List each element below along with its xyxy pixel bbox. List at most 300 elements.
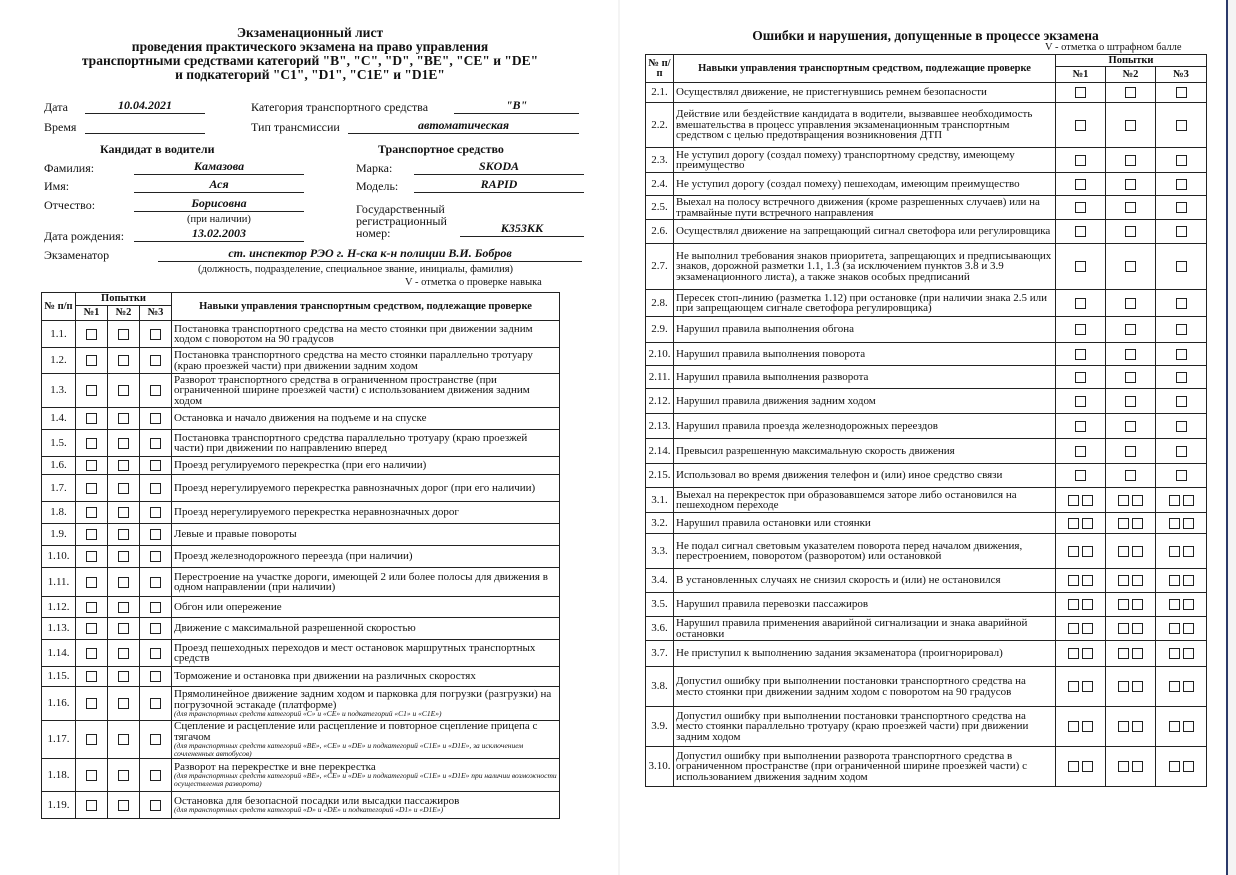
row-number: 1.18.: [42, 759, 76, 792]
attempt-2-cell: [1106, 534, 1156, 569]
patronymic-field[interactable]: Борисовна: [134, 197, 304, 212]
checkbox[interactable]: [118, 529, 129, 540]
transmission-field[interactable]: автоматическая: [348, 119, 579, 134]
error-text: Нарушил правила выполнения обгона: [674, 317, 1056, 343]
attempt-1-cell: [1056, 464, 1106, 488]
skill-text: Движение с максимальной разрешенной скоростью: [174, 622, 416, 635]
row-number: 1.4.: [42, 408, 76, 430]
checkbox[interactable]: [1075, 470, 1086, 481]
checkbox[interactable]: [150, 385, 161, 396]
table-row: [646, 389, 1207, 414]
attempt-1-cell: [1056, 173, 1106, 196]
table-row: [42, 374, 560, 408]
skills-check-rows: [42, 321, 560, 819]
checkbox[interactable]: [118, 577, 129, 588]
table-row: [42, 524, 560, 546]
checkbox[interactable]: [1125, 470, 1136, 481]
checkbox[interactable]: [86, 529, 97, 540]
checkbox[interactable]: [1068, 623, 1079, 634]
col-num-header: № п/п: [42, 293, 76, 321]
attempt-1-cell: [1056, 103, 1106, 148]
attempt-2-cell: [108, 408, 140, 430]
category-label: Категория транспортного средства: [251, 100, 429, 114]
error-text: Нарушил правила выполнения поворота: [674, 343, 1056, 366]
attempt-1-cell: [1056, 244, 1106, 290]
checkbox[interactable]: [1125, 261, 1136, 272]
checkbox[interactable]: [1068, 721, 1079, 732]
col-skills-header: Навыки управления транспортным средством, подлежащие проверке: [172, 293, 560, 321]
attempt-1-cell: [1056, 414, 1106, 439]
checkbox[interactable]: [86, 800, 97, 811]
checkbox[interactable]: [1118, 495, 1129, 506]
skill-text: Проезд нерегулируемого перекрестка равнозначных дорог (при его наличии): [174, 481, 536, 494]
checkbox[interactable]: [118, 438, 129, 449]
checkbox[interactable]: [86, 648, 97, 659]
attempt-2-cell: [108, 618, 140, 640]
checkbox[interactable]: [1068, 599, 1079, 610]
skill-cell: [172, 374, 560, 408]
checkbox[interactable]: [1176, 226, 1187, 237]
checkbox[interactable]: [1082, 721, 1093, 732]
checkbox[interactable]: [150, 800, 161, 811]
attempt-1-cell: [1056, 196, 1106, 220]
checkbox[interactable]: [1169, 599, 1180, 610]
checkbox[interactable]: [1068, 518, 1079, 529]
attempt-1-cell: [76, 457, 108, 475]
checkbox[interactable]: [1132, 623, 1143, 634]
title-line: и подкатегорий "C1", "D1", "C1E" и "D1E": [175, 67, 445, 82]
row-number: 1.14.: [42, 640, 76, 667]
checkbox[interactable]: [86, 460, 97, 471]
row-number: 3.5.: [646, 593, 674, 617]
table-row: [42, 792, 560, 819]
row-number: 1.9.: [42, 524, 76, 546]
skill-cell: [172, 408, 560, 430]
checkbox[interactable]: [1125, 202, 1136, 213]
checkbox[interactable]: [1169, 648, 1180, 659]
checkbox[interactable]: [1125, 396, 1136, 407]
checkbox[interactable]: [1183, 681, 1194, 692]
checkbox[interactable]: [86, 602, 97, 613]
checkbox[interactable]: [1075, 396, 1086, 407]
checkbox[interactable]: [1125, 155, 1136, 166]
attempt-3-cell: [140, 475, 172, 502]
table-row: [646, 83, 1207, 103]
checkbox[interactable]: [86, 698, 97, 709]
attempt-3-cell: [140, 618, 172, 640]
patronymic-label: Отчество:: [44, 198, 96, 212]
checkbox[interactable]: [118, 648, 129, 659]
checkbox[interactable]: [150, 648, 161, 659]
checkbox[interactable]: [1183, 495, 1194, 506]
checkbox[interactable]: [1169, 546, 1180, 557]
skill-text: Проезд железнодорожного переезда (при наличии): [174, 550, 413, 563]
checkbox[interactable]: [1082, 648, 1093, 659]
checkbox[interactable]: [1068, 648, 1079, 659]
time-field[interactable]: [85, 119, 205, 134]
checkbox[interactable]: [1132, 575, 1143, 586]
error-text: Нарушил правила применения аварийной сигнализации и знака аварийной остановки: [674, 617, 1056, 641]
checkbox[interactable]: [1132, 599, 1143, 610]
checkbox[interactable]: [1068, 681, 1079, 692]
checkbox[interactable]: [1132, 495, 1143, 506]
checkbox[interactable]: [1183, 721, 1194, 732]
attempt-1-cell: [76, 374, 108, 408]
attempt-1-cell: [1056, 747, 1106, 787]
attempt-2-cell: [108, 457, 140, 475]
checkbox[interactable]: [86, 734, 97, 745]
checkbox[interactable]: [1082, 575, 1093, 586]
checkbox[interactable]: [1132, 681, 1143, 692]
checkbox[interactable]: [1176, 202, 1187, 213]
checkbox[interactable]: [150, 623, 161, 634]
checkbox[interactable]: [86, 329, 97, 340]
checkbox[interactable]: [118, 770, 129, 781]
attempt-3-cell: [1156, 439, 1207, 464]
attempt-2-cell: [1106, 244, 1156, 290]
attempt-3-cell: [140, 524, 172, 546]
checkbox[interactable]: [118, 355, 129, 366]
checkbox[interactable]: [1176, 396, 1187, 407]
error-text: Превысил разрешенную максимальную скорость движения: [674, 439, 1056, 464]
row-number: 3.10.: [646, 747, 674, 787]
checkbox[interactable]: [1183, 623, 1194, 634]
skill-cell: [172, 687, 560, 721]
date-field[interactable]: 10.04.2021: [85, 99, 205, 114]
checkbox[interactable]: [150, 671, 161, 682]
checkbox[interactable]: [86, 385, 97, 396]
checkbox[interactable]: [1075, 261, 1086, 272]
checkbox[interactable]: [1082, 623, 1093, 634]
checkbox[interactable]: [1075, 87, 1086, 98]
checkbox[interactable]: [1075, 324, 1086, 335]
checkbox[interactable]: [1125, 120, 1136, 131]
checkbox[interactable]: [1176, 87, 1187, 98]
table-row: [42, 597, 560, 618]
col-num-header: № п/п: [646, 55, 674, 83]
checkbox[interactable]: [118, 800, 129, 811]
model-field[interactable]: RAPID: [414, 178, 584, 193]
checkbox[interactable]: [1075, 446, 1086, 457]
checkbox[interactable]: [1176, 155, 1187, 166]
checkbox[interactable]: [118, 385, 129, 396]
checkbox[interactable]: [150, 483, 161, 494]
regnum-field[interactable]: К353КК: [460, 222, 584, 237]
checkbox[interactable]: [1068, 761, 1079, 772]
checkbox[interactable]: [1169, 623, 1180, 634]
checkbox[interactable]: [1118, 648, 1129, 659]
error-text: Выехал на перекресток при образовавшемся заторе либо остановился на пешеходном переходе: [674, 488, 1056, 513]
checkbox[interactable]: [1176, 446, 1187, 457]
skill-text: Обгон или опережение: [174, 600, 282, 613]
col-attempt-3-header: №3: [140, 306, 172, 321]
checkbox[interactable]: [86, 413, 97, 424]
checkbox[interactable]: [1082, 518, 1093, 529]
row-number: 2.15.: [646, 464, 674, 488]
checkbox[interactable]: [1169, 761, 1180, 772]
title-line: Экзаменационный лист: [236, 25, 384, 40]
error-text: Осуществлял движение, не пристегнувшись ремнем безопасности: [674, 83, 1056, 103]
brand-label: Марка:: [356, 161, 393, 175]
attempt-3-cell: [140, 348, 172, 374]
skill-text: Постановка транспортного средства на место стоянки параллельно тротуару (краю проезжей части) при движении задним ходом: [174, 349, 533, 372]
checkbox[interactable]: [1169, 495, 1180, 506]
skill-text: Постановка транспортного средства параллельно тротуару (краю проезжей части) при движении по направлению вперед: [174, 431, 528, 454]
row-number: 1.7.: [42, 475, 76, 502]
checkbox[interactable]: [86, 671, 97, 682]
attempt-3-cell: [1156, 103, 1207, 148]
skills-check-table: [41, 292, 560, 819]
checkbox[interactable]: [1082, 546, 1093, 557]
checkbox[interactable]: [1183, 761, 1194, 772]
row-number: 2.6.: [646, 220, 674, 244]
checkbox[interactable]: [1176, 324, 1187, 335]
checkbox[interactable]: [1132, 721, 1143, 732]
examiner-field[interactable]: ст. инспектор РЭО г. Н-ска к-н полиции В.И. Бобров: [158, 247, 582, 262]
attempt-2-cell: [1106, 464, 1156, 488]
attempt-1-cell: [1056, 317, 1106, 343]
checkbox[interactable]: [118, 602, 129, 613]
dob-field[interactable]: 13.02.2003: [134, 227, 304, 242]
checkbox[interactable]: [86, 551, 97, 562]
checkbox[interactable]: [118, 483, 129, 494]
checkbox[interactable]: [1169, 575, 1180, 586]
checkbox[interactable]: [86, 438, 97, 449]
attempt-3-cell: [1156, 593, 1207, 617]
checkbox[interactable]: [1082, 495, 1093, 506]
attempt-1-cell: [1056, 641, 1106, 667]
checkbox[interactable]: [1125, 446, 1136, 457]
checkbox[interactable]: [1176, 349, 1187, 360]
attempt-3-cell: [140, 687, 172, 721]
attempt-3-cell: [140, 546, 172, 568]
checkbox[interactable]: [150, 507, 161, 518]
checkbox[interactable]: [1118, 681, 1129, 692]
checkbox[interactable]: [86, 623, 97, 634]
attempt-2-cell: [1106, 220, 1156, 244]
error-text: Допустил ошибку при выполнении разворота транспортного средства в ограниченном пространстве (при ограниченной ширине проезжей части) с использованием движения задним ходом: [674, 747, 1056, 787]
checkbox[interactable]: [1169, 721, 1180, 732]
date-label: Дата: [44, 100, 68, 114]
checkbox[interactable]: [1075, 349, 1086, 360]
col-attempt-1-header: №1: [76, 306, 108, 321]
checkbox[interactable]: [86, 507, 97, 518]
attempt-1-cell: [1056, 290, 1106, 317]
checkbox[interactable]: [1068, 495, 1079, 506]
checkbox[interactable]: [1118, 761, 1129, 772]
checkbox[interactable]: [1125, 349, 1136, 360]
row-number: 2.1.: [646, 83, 674, 103]
right-title: Ошибки и нарушения, допущенные в процессе экзамена: [752, 28, 1099, 43]
checkbox[interactable]: [1183, 599, 1194, 610]
row-number: 1.15.: [42, 667, 76, 687]
row-number: 2.4.: [646, 173, 674, 196]
attempt-3-cell: [1156, 290, 1207, 317]
attempt-2-cell: [108, 667, 140, 687]
checkbox[interactable]: [118, 413, 129, 424]
checkbox[interactable]: [1118, 599, 1129, 610]
checkbox[interactable]: [1169, 681, 1180, 692]
examiner-label: Экзаменатор: [44, 248, 110, 262]
attempt-2-cell: [108, 759, 140, 792]
checkbox[interactable]: [1125, 421, 1136, 432]
name-field[interactable]: Ася: [134, 178, 304, 193]
check-note: V - отметка о проверке навыка: [405, 277, 542, 288]
checkbox[interactable]: [150, 355, 161, 366]
checkbox[interactable]: [1125, 372, 1136, 383]
checkbox[interactable]: [86, 483, 97, 494]
checkbox[interactable]: [1082, 681, 1093, 692]
attempt-1-cell: [76, 321, 108, 348]
row-number: 1.10.: [42, 546, 76, 568]
row-number: 2.11.: [646, 366, 674, 389]
attempt-3-cell: [1156, 667, 1207, 707]
attempt-3-cell: [1156, 317, 1207, 343]
attempt-1-cell: [76, 792, 108, 819]
checkbox[interactable]: [1075, 120, 1086, 131]
skill-text: Проезд пешеходных переходов и мест остановок маршрутных транспортных средств: [174, 641, 536, 664]
checkbox[interactable]: [1176, 298, 1187, 309]
checkbox[interactable]: [1075, 372, 1086, 383]
checkbox[interactable]: [1132, 648, 1143, 659]
attempt-1-cell: [76, 408, 108, 430]
checkbox[interactable]: [150, 413, 161, 424]
checkbox[interactable]: [1176, 120, 1187, 131]
attempt-2-cell: [1106, 83, 1156, 103]
table-row: [42, 759, 560, 792]
checkbox[interactable]: [118, 507, 129, 518]
checkbox[interactable]: [150, 577, 161, 588]
checkbox[interactable]: [1125, 324, 1136, 335]
checkbox[interactable]: [118, 551, 129, 562]
checkbox[interactable]: [1183, 648, 1194, 659]
table-row: [42, 502, 560, 524]
checkbox[interactable]: [1075, 179, 1086, 190]
attempt-1-cell: [76, 348, 108, 374]
table-row: [646, 290, 1207, 317]
attempt-2-cell: [108, 475, 140, 502]
attempt-2-cell: [108, 640, 140, 667]
checkbox[interactable]: [150, 770, 161, 781]
time-label: Время: [44, 120, 77, 134]
checkbox[interactable]: [1075, 226, 1086, 237]
checkbox[interactable]: [1176, 261, 1187, 272]
skill-cell: [172, 546, 560, 568]
brand-field[interactable]: SKODA: [414, 160, 584, 175]
table-row: [42, 568, 560, 597]
checkbox[interactable]: [150, 734, 161, 745]
attempt-1-cell: [1056, 389, 1106, 414]
row-number: 1.8.: [42, 502, 76, 524]
error-text: Допустил ошибку при выполнении постановки транспортного средства на место стоянки параллельно тротуару (краю проезжей части) при движении задним ходом: [674, 707, 1056, 747]
checkbox[interactable]: [118, 734, 129, 745]
checkbox[interactable]: [150, 460, 161, 471]
checkbox[interactable]: [1075, 298, 1086, 309]
checkbox[interactable]: [150, 602, 161, 613]
error-text: Нарушил правила перевозки пассажиров: [674, 593, 1056, 617]
skill-cell: [172, 792, 560, 819]
attempt-3-cell: [1156, 414, 1207, 439]
checkbox[interactable]: [150, 438, 161, 449]
skill-text: Проезд нерегулируемого перекрестка неравнозначных дорог: [174, 506, 459, 519]
checkbox[interactable]: [1132, 518, 1143, 529]
vehicle-heading: Транспортное средство: [378, 142, 504, 156]
checkbox[interactable]: [118, 698, 129, 709]
table-row: [42, 687, 560, 721]
attempt-3-cell: [140, 321, 172, 348]
checkbox[interactable]: [150, 551, 161, 562]
checkbox[interactable]: [1075, 155, 1086, 166]
checkbox[interactable]: [86, 577, 97, 588]
checkbox[interactable]: [1125, 179, 1136, 190]
checkbox[interactable]: [118, 671, 129, 682]
checkbox[interactable]: [1132, 546, 1143, 557]
table-row: [646, 488, 1207, 513]
checkbox[interactable]: [1068, 575, 1079, 586]
surname-field[interactable]: Камазова: [134, 160, 304, 175]
checkbox[interactable]: [1082, 761, 1093, 772]
checkbox[interactable]: [1075, 421, 1086, 432]
row-number: 1.6.: [42, 457, 76, 475]
checkbox[interactable]: [118, 460, 129, 471]
row-number: 1.3.: [42, 374, 76, 408]
error-text: Нарушил правила выполнения разворота: [674, 366, 1056, 389]
checkbox[interactable]: [1082, 599, 1093, 610]
checkbox[interactable]: [150, 698, 161, 709]
checkbox[interactable]: [118, 623, 129, 634]
checkbox[interactable]: [150, 529, 161, 540]
row-number: 2.8.: [646, 290, 674, 317]
checkbox[interactable]: [1068, 546, 1079, 557]
checkbox[interactable]: [1125, 87, 1136, 98]
category-field[interactable]: "B": [454, 99, 579, 114]
checkbox[interactable]: [86, 770, 97, 781]
checkbox[interactable]: [1183, 575, 1194, 586]
row-number: 3.3.: [646, 534, 674, 569]
checkbox[interactable]: [1169, 518, 1180, 529]
col-attempt-2-header: №2: [1106, 67, 1156, 83]
checkbox[interactable]: [1118, 575, 1129, 586]
checkbox[interactable]: [1118, 518, 1129, 529]
title-line: проведения практического экзамена на право управления: [131, 39, 489, 54]
checkbox[interactable]: [1176, 470, 1187, 481]
error-text: Не уступил дорогу (создал помеху) транспортному средству, имеющему преимущество: [674, 148, 1056, 173]
checkbox[interactable]: [150, 329, 161, 340]
checkbox[interactable]: [1183, 546, 1194, 557]
skill-note: (для транспортных средств категорий «C» и «CE» и подкатегорий «C1» и «C1E»): [174, 709, 442, 718]
checkbox[interactable]: [1118, 721, 1129, 732]
checkbox[interactable]: [1183, 518, 1194, 529]
error-text: Осуществлял движение на запрещающий сигнал светофора или регулировщика: [674, 220, 1056, 244]
skill-note: (для транспортных средств категорий «BE», «CE» и «DE» и подкатегорий «C1E» и «D1E», за исключением сочлененных автобусов): [174, 741, 524, 758]
checkbox[interactable]: [1125, 226, 1136, 237]
checkbox[interactable]: [1118, 546, 1129, 557]
checkbox[interactable]: [1132, 761, 1143, 772]
table-row: [646, 747, 1207, 787]
checkbox[interactable]: [86, 355, 97, 366]
checkbox[interactable]: [1176, 421, 1187, 432]
table-row: [646, 220, 1207, 244]
checkbox[interactable]: [1118, 623, 1129, 634]
checkbox[interactable]: [1176, 372, 1187, 383]
checkbox[interactable]: [1125, 298, 1136, 309]
error-text: Пересек стоп-линию (разметка 1.12) при остановке (при наличии знака 2.5 или при запрещающем сигнале светофора регулировщика): [674, 290, 1056, 317]
attempt-3-cell: [140, 597, 172, 618]
checkbox[interactable]: [1075, 202, 1086, 213]
checkbox[interactable]: [1176, 179, 1187, 190]
attempt-3-cell: [140, 457, 172, 475]
checkbox[interactable]: [118, 329, 129, 340]
